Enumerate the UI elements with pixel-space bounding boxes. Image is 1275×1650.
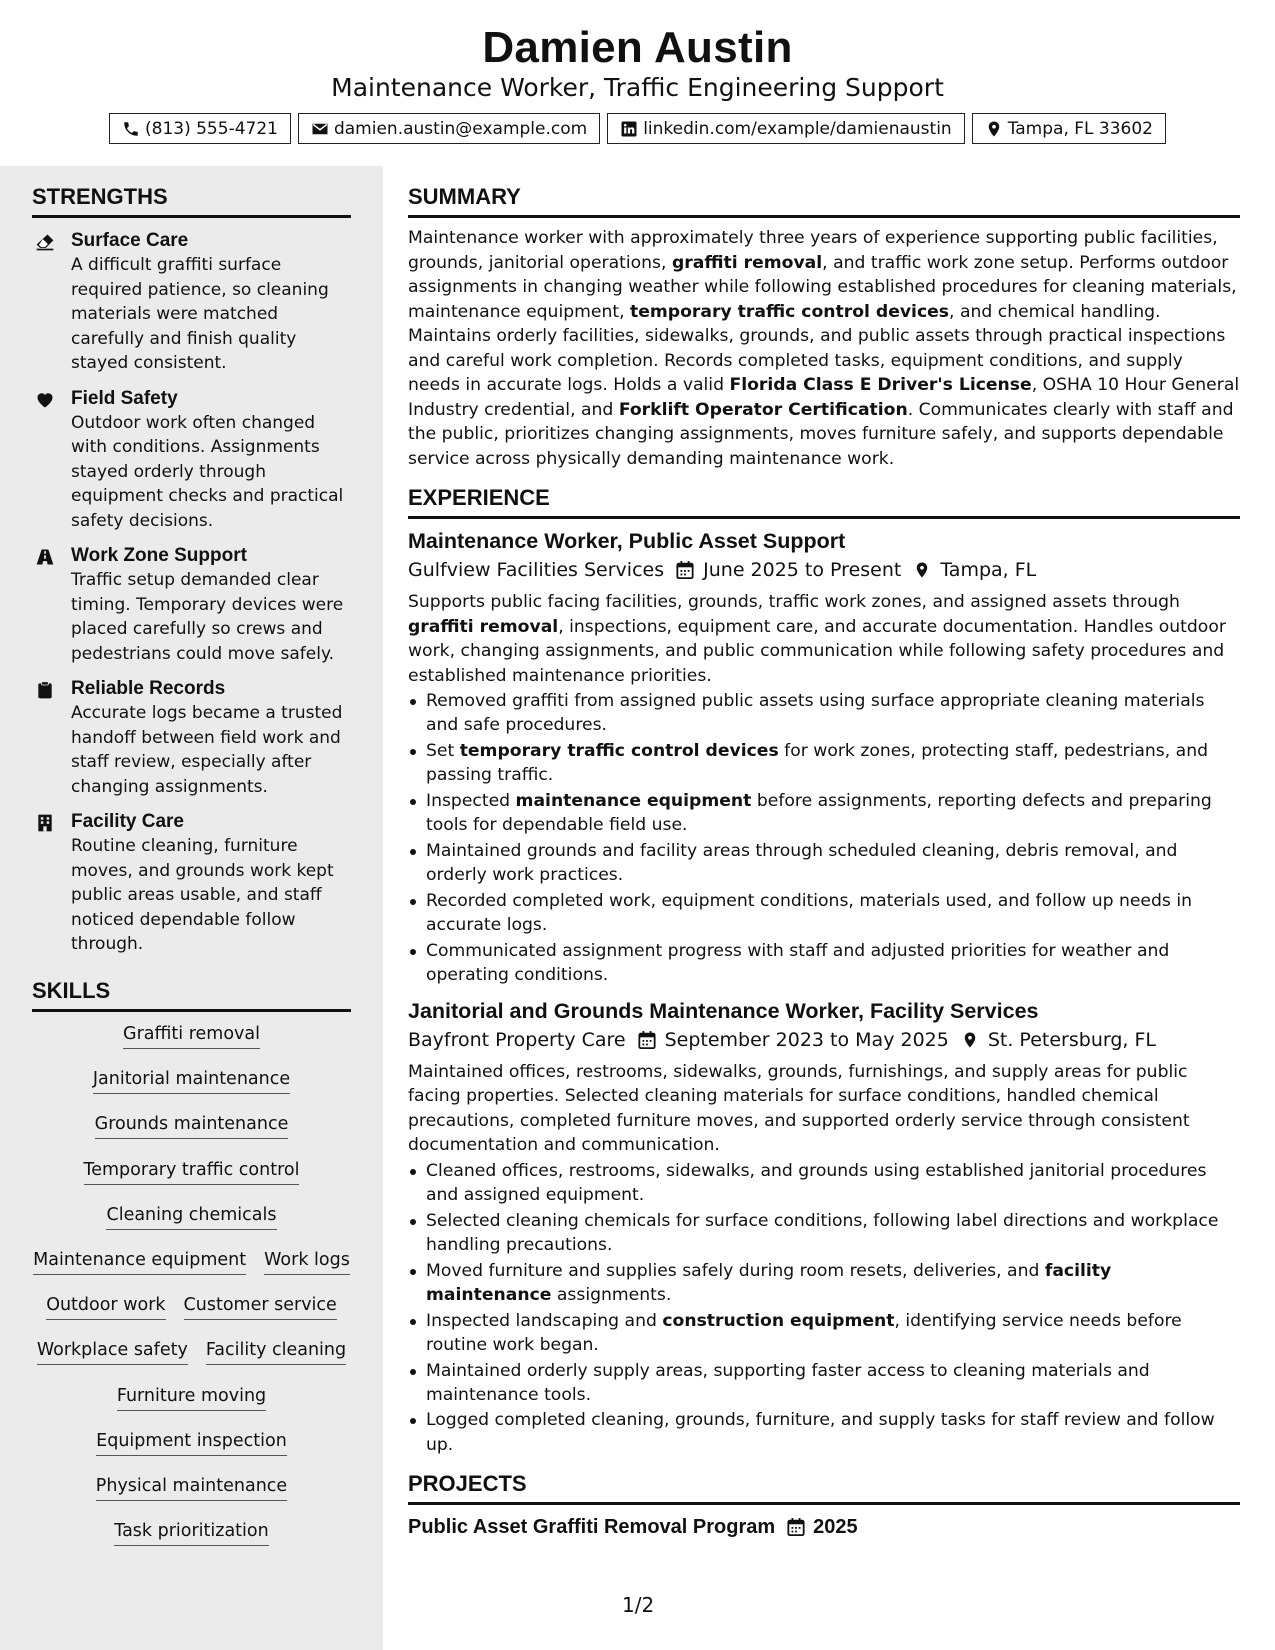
skills-row bbox=[32, 1474, 351, 1519]
skills-row bbox=[32, 1067, 351, 1112]
strength-description: A difficult graffiti surface required patience, so cleaning materials were matched carefully and finish quality stayed consistent. bbox=[71, 255, 329, 373]
skills-row bbox=[32, 1248, 351, 1293]
text-run: Cleaned offices, restrooms, sidewalks, and grounds using established janitorial procedures and assigned equipment. bbox=[426, 1160, 1207, 1206]
bullet-item bbox=[408, 739, 1240, 787]
bold-keyword: temporary traffic control devices bbox=[459, 740, 779, 761]
skills-row bbox=[32, 1519, 351, 1564]
job-location-text: St. Petersburg, FL bbox=[987, 1028, 1156, 1051]
skills-row bbox=[32, 1384, 351, 1429]
calendar-icon bbox=[638, 1030, 656, 1050]
bold-keyword: facility maintenance bbox=[426, 1260, 1112, 1305]
bullet-item bbox=[408, 789, 1240, 837]
projects-section bbox=[408, 1471, 1240, 1541]
eraser-icon bbox=[35, 232, 55, 252]
skills-section bbox=[32, 978, 351, 1564]
location-text: Tampa, FL 33602 bbox=[1007, 118, 1153, 139]
map-pin-icon bbox=[985, 120, 1003, 138]
job-bullets bbox=[408, 1159, 1240, 1457]
skill-tag: Grounds maintenance bbox=[95, 1112, 289, 1139]
bold-keyword: maintenance equipment bbox=[515, 790, 752, 811]
job-location bbox=[961, 1026, 1156, 1054]
strength-item bbox=[32, 544, 351, 666]
bullet-item bbox=[408, 1209, 1240, 1257]
text-run: , and chemical handling. Maintains orderly facilities, sidewalks, grounds, and public assets through practical inspections and careful work completion. Records completed tasks, equipment conditions, and supply needs in accurate logs. Holds a valid bbox=[408, 301, 1226, 395]
linkedin-icon bbox=[620, 120, 638, 138]
projects-list bbox=[408, 1513, 1240, 1541]
text-run: Set bbox=[426, 740, 460, 761]
strengths-section bbox=[32, 184, 351, 957]
text-run: Inspected bbox=[426, 790, 516, 811]
skill-tag: Outdoor work bbox=[46, 1293, 165, 1320]
job-location-text: Tampa, FL bbox=[940, 559, 1037, 581]
strength-title: Reliable Records bbox=[71, 678, 226, 699]
bullet-item bbox=[408, 889, 1240, 937]
clipboard-icon bbox=[35, 680, 55, 700]
strengths-heading: STRENGTHS bbox=[32, 184, 351, 218]
job-company: Bayfront Property Care bbox=[408, 1028, 626, 1051]
text-run: Supports public facing facilities, grounds, traffic work zones, and assigned assets through bbox=[408, 592, 1180, 612]
building-icon bbox=[35, 813, 55, 833]
calendar-icon bbox=[676, 560, 694, 580]
skill-tag: Equipment inspection bbox=[96, 1429, 287, 1456]
text-run: before assignments, reporting defects and preparing tools for dependable field use. bbox=[426, 790, 1212, 836]
skill-tag: Temporary traffic control bbox=[84, 1158, 300, 1185]
project-date-text: 2025 bbox=[813, 1515, 858, 1538]
bold-keyword: graffiti removal bbox=[671, 252, 823, 273]
bold-keyword: graffiti removal bbox=[408, 616, 559, 637]
text-run: , inspections, equipment care, and accurate documentation. Handles outdoor work, changing assignments, and public communication while following safety procedures and established maintenance priorities. bbox=[408, 616, 1226, 686]
main-column bbox=[383, 166, 1275, 1650]
job-title: Janitorial and Grounds Maintenance Worker, Facility Services bbox=[408, 998, 1039, 1023]
job-entry bbox=[408, 997, 1240, 1457]
resume-header bbox=[0, 0, 1275, 166]
skill-tag: Janitorial maintenance bbox=[93, 1067, 290, 1094]
candidate-headline: Maintenance Worker, Traffic Engineering Support bbox=[331, 73, 944, 102]
strength-title: Surface Care bbox=[71, 230, 189, 251]
skill-tag: Task prioritization bbox=[114, 1519, 268, 1546]
skills-heading: SKILLS bbox=[32, 978, 351, 1012]
strength-item bbox=[32, 229, 351, 376]
jobs-list bbox=[408, 527, 1240, 1457]
strength-item bbox=[32, 677, 351, 799]
job-title: Maintenance Worker, Public Asset Support bbox=[408, 529, 846, 553]
bullet-item bbox=[408, 939, 1240, 987]
bullet-item bbox=[408, 1159, 1240, 1207]
job-company: Gulfview Facilities Services bbox=[408, 559, 665, 581]
text-run: Inspected landscaping and bbox=[426, 1310, 663, 1331]
phone-icon bbox=[122, 120, 140, 138]
project-title: Public Asset Graffiti Removal Program bbox=[408, 1515, 776, 1538]
job-intro bbox=[408, 1060, 1240, 1158]
job-meta bbox=[408, 1026, 1240, 1054]
strength-item bbox=[32, 387, 351, 534]
text-run: , OSHA 10 Hour General Industry credential, and bbox=[408, 375, 1240, 420]
contact-linkedin[interactable] bbox=[607, 113, 964, 144]
skill-tag: Facility cleaning bbox=[206, 1338, 346, 1365]
job-intro bbox=[408, 590, 1240, 688]
text-run: Recorded completed work, equipment conditions, materials used, and follow up needs in accurate logs. bbox=[426, 890, 1193, 935]
text-run: for work zones, protecting staff, pedestrians, and passing traffic. bbox=[426, 740, 1209, 786]
experience-heading: EXPERIENCE bbox=[408, 485, 1240, 519]
skill-tag: Cleaning chemicals bbox=[106, 1203, 276, 1230]
strength-title: Facility Care bbox=[71, 811, 184, 832]
text-run: Maintained grounds and facility areas through scheduled cleaning, debris removal, and orderly work practices. bbox=[426, 840, 1178, 885]
strength-description: Routine cleaning, furniture moves, and grounds work kept public areas usable, and staff noticed dependable follow through. bbox=[71, 836, 334, 954]
job-dates bbox=[638, 1026, 949, 1054]
strength-title: Work Zone Support bbox=[71, 545, 247, 566]
skills-row bbox=[32, 1112, 351, 1157]
bold-keyword: temporary traffic control devices bbox=[630, 301, 950, 322]
job-bullets bbox=[408, 689, 1240, 987]
project-entry bbox=[408, 1513, 1240, 1541]
contact-location bbox=[972, 113, 1166, 144]
projects-heading: PROJECTS bbox=[408, 1471, 1240, 1505]
strength-description: Outdoor work often changed with conditions. Assignments stayed orderly through equipment checks and practical safety decisions. bbox=[71, 412, 344, 531]
road-icon bbox=[35, 547, 55, 567]
skills-row bbox=[32, 1022, 351, 1067]
envelope-icon bbox=[311, 120, 329, 138]
page-number: 1/2 bbox=[622, 1593, 655, 1617]
text-run: . Communicates clearly with staff and the public, prioritizes changing assignments, moves furniture safely, and supports dependable service across physically demanding maintenance work. bbox=[408, 399, 1234, 469]
text-run: Maintained orderly supply areas, supporting faster access to cleaning materials and maintenance tools. bbox=[426, 1360, 1150, 1405]
bullet-item bbox=[408, 1359, 1240, 1407]
project-date bbox=[787, 1513, 858, 1541]
bullet-item bbox=[408, 1408, 1240, 1456]
text-run: , and traffic work zone setup. Performs outdoor assignments in changing weather while following established procedures for cleaning materials, maintenance equipment, bbox=[408, 252, 1237, 322]
text-run: Logged completed cleaning, grounds, furniture, and supply tasks for staff review and follow up. bbox=[426, 1410, 1215, 1455]
skill-tag: Work logs bbox=[264, 1248, 350, 1275]
text-run: Maintenance worker with approximately three years of experience supporting public facilities, grounds, janitorial operations, bbox=[408, 228, 1218, 273]
job-dates bbox=[676, 556, 901, 584]
skill-tag: Customer service bbox=[184, 1293, 337, 1320]
calendar-icon bbox=[787, 1517, 805, 1537]
text-run: Communicated assignment progress with staff and adjusted priorities for weather and operating conditions. bbox=[426, 940, 1170, 985]
contact-bar bbox=[0, 113, 1275, 144]
skills-row bbox=[32, 1338, 351, 1383]
strength-item bbox=[32, 810, 351, 957]
text-run: assignments. bbox=[551, 1284, 672, 1305]
skill-tag: Workplace safety bbox=[37, 1338, 188, 1365]
skills-row bbox=[32, 1158, 351, 1203]
email-text: damien.austin@example.com bbox=[333, 118, 588, 139]
skills-row bbox=[32, 1203, 351, 1248]
text-run: Moved furniture and supplies safely during room resets, deliveries, and bbox=[426, 1260, 1045, 1281]
skills-list bbox=[32, 1022, 351, 1564]
job-entry bbox=[408, 527, 1240, 987]
summary-heading: SUMMARY bbox=[408, 184, 1240, 218]
sidebar bbox=[0, 166, 383, 1650]
job-location bbox=[913, 556, 1036, 584]
map-pin-icon bbox=[961, 1030, 979, 1050]
skills-row bbox=[32, 1429, 351, 1474]
skills-row bbox=[32, 1293, 351, 1338]
bullet-item bbox=[408, 839, 1240, 887]
map-pin-icon bbox=[913, 560, 931, 580]
text-run: Removed graffiti from assigned public assets using surface appropriate cleaning materials and safe procedures. bbox=[426, 691, 1205, 736]
phone-text: (813) 555-4721 bbox=[145, 118, 278, 139]
bullet-item bbox=[408, 1259, 1240, 1307]
skill-tag: Maintenance equipment bbox=[33, 1248, 246, 1275]
job-meta bbox=[408, 556, 1240, 584]
heart-icon bbox=[35, 390, 55, 410]
contact-phone[interactable] bbox=[109, 113, 291, 144]
skill-tag: Graffiti removal bbox=[123, 1022, 260, 1049]
bullet-item bbox=[408, 689, 1240, 737]
bold-keyword: construction equipment bbox=[662, 1310, 895, 1331]
skill-tag: Physical maintenance bbox=[96, 1474, 287, 1501]
summary-text bbox=[408, 226, 1240, 471]
job-dates-text: September 2023 to May 2025 bbox=[664, 1028, 949, 1051]
bold-keyword: Florida Class E Driver's License bbox=[729, 375, 1032, 395]
strength-title: Field Safety bbox=[71, 387, 178, 409]
text-run: Maintained offices, restrooms, sidewalks, grounds, furnishings, and supply areas for public facing properties. Selected cleaning materials for surface conditions, handled chemical precautions, completed furniture moves, and supported orderly service through consistent documentation and communication. bbox=[408, 1061, 1190, 1156]
text-run: , identifying service needs before routine work began. bbox=[426, 1310, 1182, 1355]
strength-description: Traffic setup demanded clear timing. Temporary devices were placed carefully so crews and pedestrians could move safely. bbox=[71, 570, 344, 664]
text-run: Selected cleaning chemicals for surface conditions, following label directions and workplace handling precautions. bbox=[426, 1210, 1219, 1256]
bullet-item bbox=[408, 1309, 1240, 1357]
strength-description: Accurate logs became a trusted handoff between field work and staff review, especially after changing assignments. bbox=[71, 703, 343, 797]
linkedin-text: linkedin.com/example/damienaustin bbox=[643, 118, 952, 139]
contact-email[interactable] bbox=[298, 113, 600, 144]
candidate-name: Damien Austin bbox=[482, 23, 793, 72]
skill-tag: Furniture moving bbox=[117, 1384, 266, 1411]
bold-keyword: Forklift Operator Certification bbox=[618, 399, 908, 420]
summary-section bbox=[408, 184, 1240, 471]
experience-section bbox=[408, 485, 1240, 1457]
job-dates-text: June 2025 to Present bbox=[703, 559, 902, 581]
